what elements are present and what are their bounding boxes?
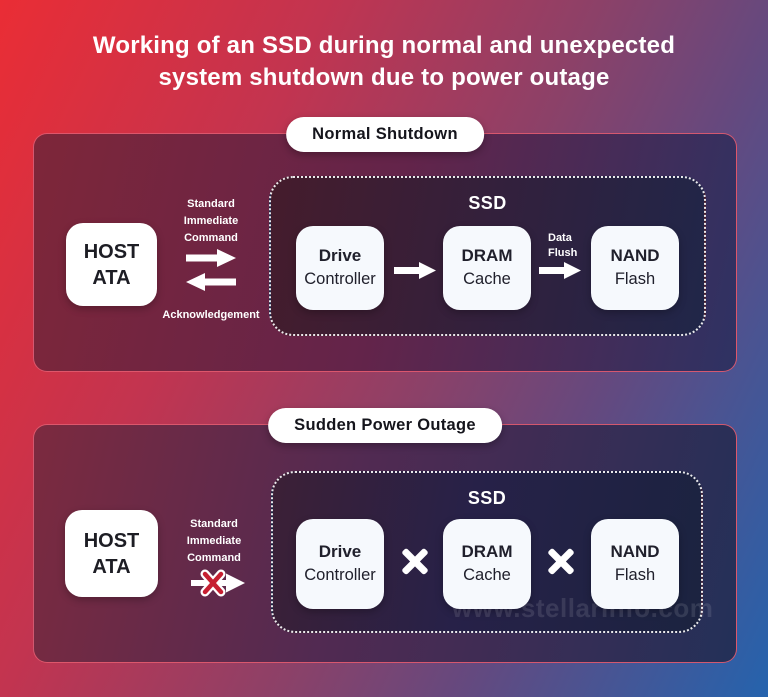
blocked-x-icon [400, 546, 430, 576]
component-subname: Controller [304, 566, 376, 585]
host-ata-label: HOST ATA [83, 529, 140, 578]
host-ata-box-outage [65, 510, 158, 597]
component-box-dram-cache [443, 226, 531, 310]
data-flush-label: Data Flush [548, 232, 578, 259]
data-flush-arrow-icon [539, 262, 581, 279]
arrow-right-icon [186, 249, 236, 267]
component-subname: Controller [304, 270, 376, 289]
host-ata-label: HOST ATA [83, 240, 140, 289]
component-name: Drive [318, 246, 362, 266]
page-title: Working of an SSD during normal and unexpected system shutdown due to power outage [92, 32, 676, 91]
component-box-nand-flash [591, 226, 679, 310]
host-ata-box-normal [66, 223, 157, 306]
component-box-drive-controller [296, 226, 384, 310]
component-subname: Flash [614, 566, 656, 585]
component-name: NAND [610, 246, 660, 266]
component-name: DRAM [461, 246, 513, 266]
blocked-arrow-icon [191, 569, 245, 597]
acknowledgement-label: Acknowledgement [162, 309, 260, 321]
component-name: Drive [318, 542, 362, 562]
ssd-title: SSD [468, 193, 507, 213]
component-box-drive-controller [296, 519, 384, 609]
section-badge-sudden-power-outage: Sudden Power Outage [268, 408, 502, 443]
component-subname: Cache [463, 270, 511, 289]
handshake-arrows [186, 249, 236, 291]
panel-sudden-power-outage [33, 416, 737, 663]
panel-normal-shutdown [33, 125, 737, 372]
standard-immediate-command-label: Standard Immediate Command [186, 518, 242, 565]
blocked-x-icon [546, 546, 576, 576]
standard-immediate-command-label: Standard Immediate Command [183, 198, 239, 245]
component-subname: Cache [463, 566, 511, 585]
watermark: www.stellarinfo.com [452, 593, 714, 623]
component-subname: Flash [614, 270, 656, 289]
component-name: NAND [610, 542, 660, 562]
ssd-title: SSD [467, 488, 507, 508]
flow-arrow-icon [394, 262, 436, 279]
section-badge-normal-shutdown: Normal Shutdown [286, 117, 484, 152]
ssd-container-normal [269, 176, 706, 336]
component-name: DRAM [461, 542, 513, 562]
arrow-left-icon [186, 273, 236, 291]
